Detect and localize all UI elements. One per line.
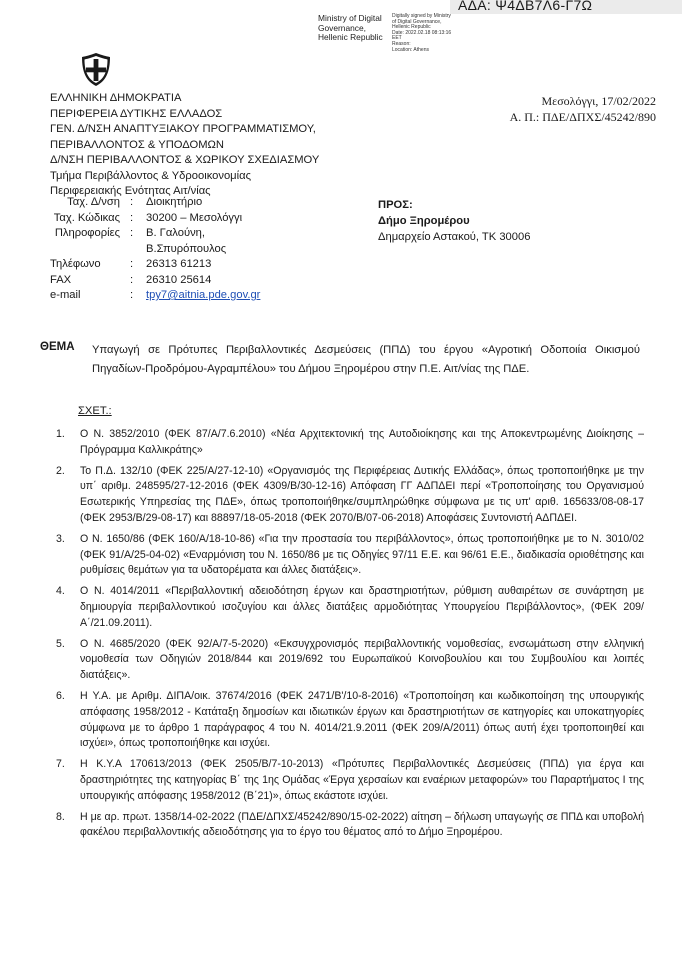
list-item: 7. Η Κ.Υ.Α 170613/2013 (ΦΕΚ 2505/Β/7-10-2013) «Πρότυπες Περιβαλλοντικές Δεσμεύσεις (ΠΠΔ) για έργα και δραστηριότητες της κατηγορίας Β΄ της 1ης Ομάδας «Έργα χερσαίων και εναέριων μεταφορών» του Παραρτήματος Ι της υπουργικής απόφασης 1958/2012 (Β΄21)», όπως εκάστοτε ισχύει. [56,758,644,802]
digital-signature-details: Digitally signed by Ministry of Digital Governance, Hellenic Republic Date: 2022.02.18 08:13:16 EET Reason: Location: Athens [392,13,452,53]
recipient-address: Δημαρχείο Αστακού, ΤΚ 30006 [378,231,531,243]
list-item: 4. Ο Ν. 4014/2011 «Περιβαλλοντική αδειοδότηση έργων και δραστηριοτήτων, ρύθμιση αυθαιρέτων σε συνάρτηση με δημιουργία περιβαλλοντικού ισοζυγίου και άλλες διατάξεις αρμοδιότητας Υπουργείου Περιβάλλοντος», (ΦΕΚ 209/Α΄/21.09.2011). [56,585,644,629]
list-item: 8. Η με αρ. πρωτ. 1358/14-02-2022 (ΠΔΕ/ΔΠΧΣ/45242/890/15-02-2022) αίτηση – δήλωση υπαγωγής σε ΠΠΔ και υποβολή φακέλου περιβαλλοντικής αδειοδότησης για το έργο του θέματος από το Δήμο Ξηρομέρου. [56,810,644,839]
contact-details: Ταχ. Δ/νση : Διοικητήριο Ταχ. Κώδικας : 30200 – Μεσολόγγι Πληροφορίες : Β. Γαλούνη, Β.Σπυρόπουλος Τηλέφωνο : 26313 61213 FAX : 26310 25614 e-mail : tpy7@aitnia.pde.gov.gr [50,195,350,304]
references-list [48,427,644,846]
list-item: 1. Ο Ν. 3852/2010 (ΦΕΚ 87/Α/7.6.2010) «Νέα Αρχιτεκτονική της Αυτοδιοίκησης και της Αποκεντρωμένης Διοίκησης – Πρόγραμμα Καλλικράτης» [56,428,644,456]
recipient-label: ΠΡΟΣ: [378,199,413,211]
subject-label: ΘΕΜΑ [40,341,75,353]
list-item: 6. Η Υ.Α. με Αριθμ. ΔΙΠΑ/οικ. 37674/2016 (ΦΕΚ 2471/Β'/10-8-2016) «Τροποποίηση και κωδικοποίηση της υπουργικής απόφασης 1958/2012 - Κατάταξη δημοσίων και ιδιωτικών έργων και δραστηριοτήτων σε κατηγορίες και υποκατηγορίες σύμφωνα με το άρθρο 1 παράγραφος 4 του Ν. 4014/21.9.2011 (ΦΕΚ 209/Α/2011) όπως αυτή έχει τροποποιηθεί και ισχύει», όπως τροποποιήθηκε και ισχύει. [56,689,644,750]
recipient-name: Δήμο Ξηρομέρου [378,215,470,227]
date-and-reference [480,93,656,125]
hellenic-republic-emblem-icon [80,52,112,87]
recipient-block [378,197,530,245]
protocol-number: Α. Π.: ΠΔΕ/ΔΠΧΣ/45242/890 [509,110,656,124]
issuing-authority-header: ΕΛΛΗΝΙΚΗ ΔΗΜΟΚΡΑΤΙΑ ΠΕΡΙΦΕΡΕΙΑ ΔΥΤΙΚΗΣ ΕΛΛΑΔΟΣ ΓΕΝ. Δ/ΝΣΗ ΑΝΑΠΤΥΞΙΑΚΟΥ ΠΡΟΓΡΑΜΜΑΤΙΣΜΟΥ, ΠΕΡΙΒΑΛΛΟΝΤΟΣ & ΥΠΟΔΟΜΩΝ Δ/ΝΣΗ ΠΕΡΙΒΑΛΛΟΝΤΟΣ & ΧΩΡΙΚΟΥ ΣΧΕΔΙΑΣΜΟΥ Τμήμα Περιβάλλοντος & Υδροοικονομίας Περιφερειακής Ενότητας Αιτ/νίας [50,92,320,197]
document-date: Μεσολόγγι, 17/02/2022 [541,94,656,108]
digital-signature-name: Ministry of Digital Governance, Hellenic Republic [318,13,383,43]
references-label: ΣΧΕΤ.: [78,405,112,417]
list-item: 5. Ο Ν. 4685/2020 (ΦΕΚ 92/Α/7-5-2020) «Εκσυγχρονισμός περιβαλλοντικής νομοθεσίας, ενσωμάτωση στην ελληνική νομοθεσία των Οδηγιών 2018/844 και 2019/692 του Ευρωπαϊκού Κοινοβουλίου και του Συμβουλίου και λοιπές διατάξεις». [56,637,644,682]
list-item: 2. Το Π.Δ. 132/10 (ΦΕΚ 225/Α/27-12-10) «Οργανισμός της Περιφέρειας Δυτικής Ελλάδας», όπως τροποποιήθηκε με την υπ΄ αριθμ. 248595/27-12-2016 (ΦΕΚ 4309/Β/30-12-16) Απόφαση ΓΓ ΑΔΠΔΕΙ περί «Τροποποίησης του Οργανισμού Εσωτερικής Υπηρεσίας της ΠΔΕ», όπως τροποποιήθηκε/συμπληρώθηκε σύμφωνα με τις υπ' αριθ. 165633/08-08-17 (ΦΕΚ 2953/Β/29-08-17) και 88897/18-05-2018 (ΦΕΚ 2070/Β/07-06-2018) Αποφάσεις Συντονιστή ΑΔΠΔΕΙ. [56,464,644,524]
list-item: 3. Ο Ν. 1650/86 (ΦΕΚ 160/Α/18-10-86) «Για την προστασία του περιβάλλοντος», όπως τροποποιήθηκε με το Ν. 3010/02 (ΦΕΚ 91/Α/25-04-02) «Εναρμόνιση του Ν. 1650/86 με τις Οδηγίες 97/11 Ε.Ε. και 96/61 Ε.Ε., διαδικασία οριοθέτησης και ρυθμίσεις θεμάτων για τα υδατορέματα και άλλες διατάξεις». [56,532,644,577]
email-link[interactable]: tpy7@aitnia.pde.gov.gr [146,289,261,301]
subject-text: Υπαγωγή σε Πρότυπες Περιβαλλοντικές Δεσμεύσεις (ΠΠΔ) του έργου «Αγροτική Οδοποιία Οικισμού Πηγαδίων-Προδρόμου-Αγραμπέλου» του Δήμου Ξηρομέρου στην Π.Ε. Αιτ/νίας της ΠΔΕ. [92,344,640,375]
ada-code: ΑΔΑ: Ψ4ΔΒ7Λ6-Γ7Ω [450,0,682,14]
